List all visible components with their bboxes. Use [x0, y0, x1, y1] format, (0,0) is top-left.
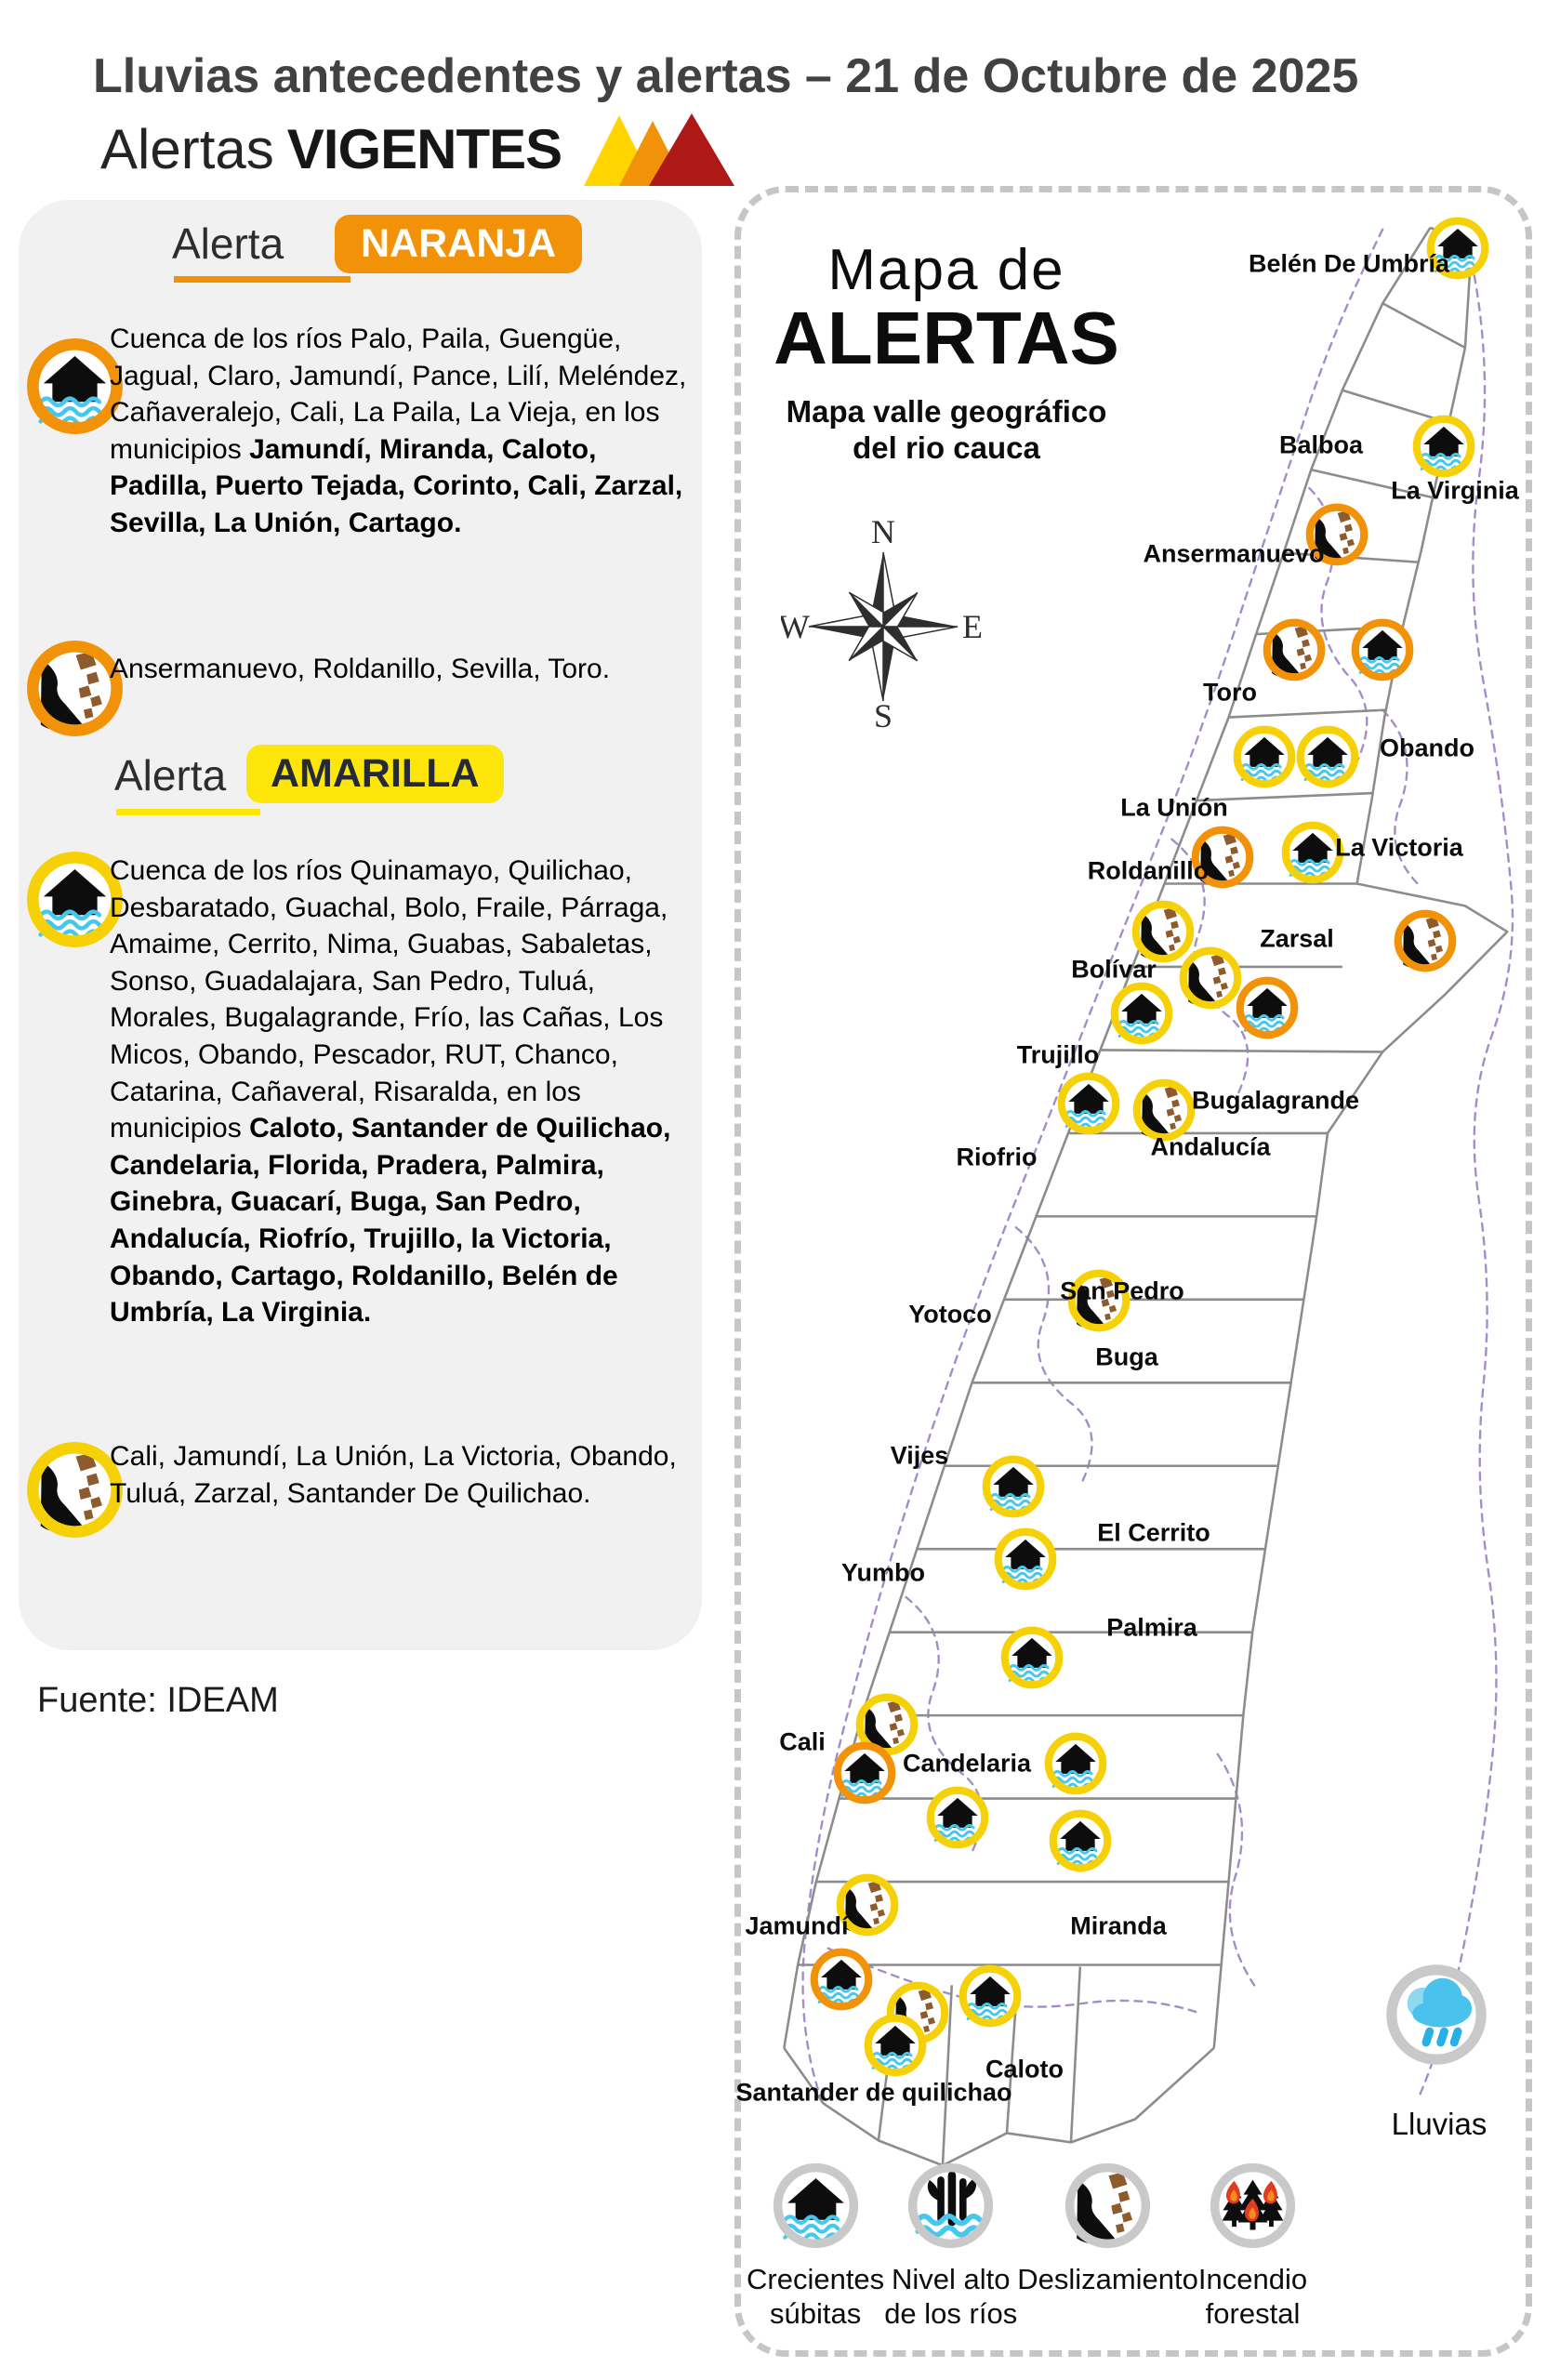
alert-map — [734, 186, 1532, 2357]
map-label-el-cerrito: El Cerrito — [1097, 1518, 1210, 1547]
orange-alert-badge: NARANJA — [335, 215, 582, 273]
map-label-andalucia: Andalucía — [1150, 1132, 1271, 1161]
map-label-zarsal: Zarsal — [1260, 924, 1334, 953]
map-title-line2: ALERTAS — [774, 297, 1119, 379]
orange-underline — [174, 276, 350, 283]
yellow-landslide-text: Cali, Jamundí, La Unión, La Victoria, Obando, Tuluá, Zarzal, Santander De Quilichao. — [110, 1441, 677, 1509]
source-note: Fuente: IDEAM — [37, 1681, 279, 1720]
orange-flood-municipios: Jamundí, Miranda, Caloto, Padilla, Puerto Tejada, Corinto, Cali, Zarzal, Sevilla, La Unión, Cartago. — [110, 433, 683, 538]
map-label-lluvias: Lluvias — [1391, 2107, 1488, 2141]
map-title-line1: Mapa de — [827, 238, 1065, 302]
alertas-vigentes-logo — [100, 110, 744, 188]
logo-prefix: Alertas — [100, 117, 274, 180]
compass-w: W — [781, 608, 810, 645]
map-label-trujillo: Trujillo — [1016, 1040, 1100, 1069]
marker-flood-yellow-icon — [959, 1964, 1022, 2028]
map-label-riofrio: Riofrio — [956, 1143, 1038, 1171]
map-label-vijes: Vijes — [890, 1441, 949, 1470]
map-label-san-pedro: San Pedro — [1060, 1276, 1184, 1305]
marker-flood-yellow-icon — [1412, 415, 1475, 478]
map-subtitle-line2: del rio cauca — [853, 430, 1040, 465]
marker-flood-orange-icon — [1351, 618, 1414, 681]
map-label-belen-de-umbria: Belén De Umbría — [1248, 249, 1450, 278]
page-title: Lluvias antecedentes y alertas – 21 de Octubre de 2025 — [93, 49, 1359, 103]
marker-flood-yellow-icon — [864, 2014, 927, 2077]
map-label-la-virginia: La Virginia — [1391, 476, 1519, 505]
map-label-jamundi: Jamundí — [745, 1911, 849, 1940]
yellow-flood-text — [110, 853, 701, 1331]
marker-flood-yellow-icon — [1110, 982, 1173, 1045]
marker-flood-orange-icon — [1236, 976, 1299, 1039]
flood-icon — [772, 2162, 860, 2250]
map-label-cali: Cali — [779, 1727, 826, 1756]
marker-slide-yellow-icon — [1179, 946, 1242, 1010]
map-label-roldanillo: Roldanillo — [1087, 856, 1210, 885]
map-label-toro: Toro — [1203, 678, 1257, 707]
legend-item-incendio-forestal — [1198, 2162, 1307, 2331]
marker-rain-gray-icon — [1384, 1963, 1488, 2067]
legend-item-crecientes-subitas — [747, 2162, 884, 2331]
marker-flood-yellow-icon — [994, 1527, 1057, 1591]
marker-flood-yellow-icon — [1049, 1809, 1112, 1872]
marker-slide-orange-icon — [1263, 618, 1326, 681]
orange-alert-title: Alerta — [172, 219, 284, 268]
map-label-bugalagrande: Bugalagrande — [1191, 1086, 1360, 1115]
marker-slide-orange-icon — [1394, 909, 1457, 972]
mountains-logo-icon — [576, 110, 744, 188]
marker-flood-yellow-icon — [1296, 725, 1359, 788]
alerts-panel — [19, 200, 702, 1650]
map-label-ansermanuevo: Ansermanuevo — [1143, 539, 1325, 568]
yellow-underline — [116, 809, 260, 815]
map-label-miranda: Miranda — [1070, 1911, 1167, 1940]
compass-n: N — [871, 520, 895, 550]
slide-icon — [1064, 2162, 1152, 2250]
yellow-alert-title: Alerta — [114, 751, 227, 800]
legend-item-deslizamiento — [1017, 2162, 1198, 2331]
yellow-flood-rivers: Cuenca de los ríos Quinamayo, Quilichao, Desbaratado, Guachal, Bolo, Fraile, Párraga, Amaime, Cerrito, Nima, Guabas, Sabaletas, Sonso, Guadalajara, San Pedro, Tuluá, Morales, Bugalagrande, Frío, las Cañas, Los Micos, Obando, Pescador, RUT, Chanco, Catarina, Cañaveral, Risaralda, en los municipios — [110, 855, 668, 1144]
map-label-balboa: Balboa — [1278, 430, 1364, 459]
legend-label: Nivel alto de los ríos — [884, 2263, 1018, 2330]
map-annotations — [735, 192, 1526, 2350]
marker-flood-yellow-icon — [1000, 1626, 1064, 1689]
map-label-santander-de-quilichao: Santander de quilichao — [735, 2078, 1012, 2107]
orange-flood-rivers: Cuenca de los ríos Palo, Paila, Guengüe, Jagual, Claro, Jamundí, Pance, Lilí, Meléndez, Cañaveralejo, Cali, La Paila, La Vieja, en los municipios — [110, 324, 687, 465]
map-label-caloto: Caloto — [985, 2055, 1064, 2083]
legend-label: Crecientes súbitas — [747, 2263, 885, 2330]
map-label-obando: Obando — [1380, 734, 1474, 762]
map-label-la-union: La Unión — [1120, 793, 1228, 822]
marker-flood-yellow-icon — [1044, 1732, 1107, 1795]
map-label-bolivar: Bolívar — [1071, 955, 1157, 984]
map-label-yumbo: Yumbo — [840, 1558, 926, 1587]
river-icon — [906, 2162, 995, 2250]
map-subtitle-line1: Mapa valle geográfico — [786, 394, 1107, 429]
orange-flood-text — [110, 321, 701, 542]
compass-s: S — [873, 697, 893, 734]
marker-flood-orange-icon — [810, 1948, 873, 2011]
legend-label: Incendio forestal — [1197, 2263, 1308, 2330]
marker-flood-yellow-icon — [982, 1455, 1045, 1518]
yellow-alert-badge: AMARILLA — [246, 745, 504, 803]
logo-word: VIGENTES — [286, 117, 562, 180]
fire-icon — [1209, 2162, 1297, 2250]
marker-flood-orange-icon — [833, 1741, 896, 1805]
compass-e: E — [962, 608, 983, 645]
map-label-buga: Buga — [1095, 1342, 1158, 1371]
orange-landslide-text: Ansermanuevo, Roldanillo, Sevilla, Toro. — [110, 654, 611, 684]
map-label-candelaria: Candelaria — [902, 1749, 1032, 1778]
map-label-palmira: Palmira — [1106, 1613, 1197, 1642]
map-legend — [747, 2162, 1308, 2331]
marker-flood-yellow-icon — [1233, 725, 1296, 788]
legend-item-nivel-alto-de-los-rios — [884, 2162, 1017, 2331]
map-label-yotoco: Yotoco — [908, 1300, 992, 1329]
legend-label: Deslizamiento — [1017, 2263, 1198, 2295]
yellow-flood-municipios: Caloto, Santander de Quilichao, Candelaria, Florida, Pradera, Palmira, Ginebra, Guacarí, Buga, San Pedro, Andalucía, Riofrío, Trujillo, la Victoria, Obando, Cartago, Roldanillo, Belén de Umbría, La Virginia. — [110, 1113, 671, 1329]
map-label-la-victoria: La Victoria — [1335, 833, 1463, 862]
marker-flood-yellow-icon — [1057, 1072, 1120, 1135]
marker-flood-yellow-icon — [926, 1786, 989, 1849]
